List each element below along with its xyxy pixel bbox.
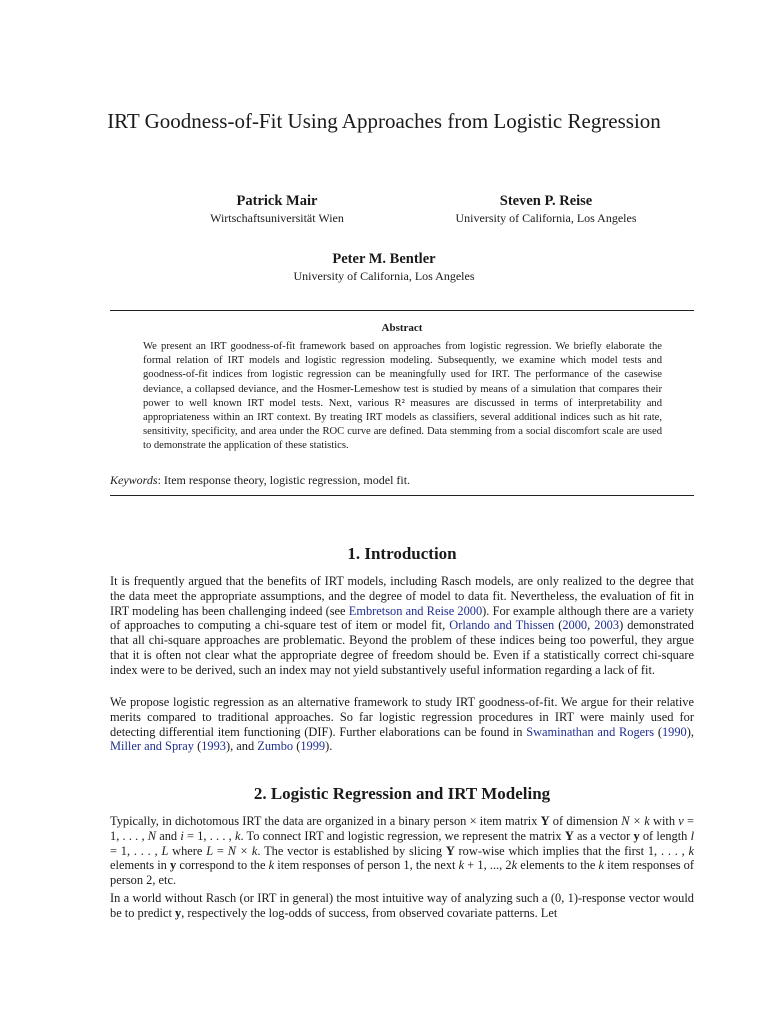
- paragraph-text: = 1, . . . ,: [110, 843, 162, 858]
- paragraph-text: ), and: [225, 739, 258, 754]
- introduction-paragraph-2: [110, 695, 694, 754]
- abstract-bottom-rule: [110, 495, 694, 496]
- paragraph-text: , respectively the log-odds of success, from observed covariate patterns. Let: [181, 905, 558, 920]
- math-symbol: L: [206, 843, 214, 858]
- keywords-label: Keywords: [110, 473, 158, 487]
- author-affiliation: University of California, Los Angeles: [455, 211, 637, 225]
- paper-title: IRT Goodness-of-Fit Using Approaches from Logistic Regression: [107, 109, 661, 133]
- math-symbol: y: [169, 858, 177, 873]
- author-name: Peter M. Bentler: [332, 251, 436, 267]
- abstract-top-rule: [110, 310, 694, 311]
- paragraph-text: ) demonstrated that all chi-square approaches are problematic. Beyond the problem of these indices being too powerful, they argue that it is often not clear what the appropriate degree of freedom should be. Even if a statistically correct chi-square index were to be derived, such an index may not yield substantively useful information regarding a lack of fit.: [110, 618, 694, 677]
- citation-link[interactable]: Miller and Spray: [110, 739, 194, 754]
- section2-paragraph-1: [110, 814, 694, 888]
- citation-link[interactable]: Zumbo: [257, 739, 294, 754]
- keywords-line: [110, 472, 694, 488]
- paragraph-text: item responses of person 1, the next: [274, 858, 459, 873]
- citation-link[interactable]: 2000: [562, 618, 588, 633]
- math-symbol: k: [688, 843, 695, 858]
- author-block: [177, 193, 377, 226]
- section2-paragraph-2: [110, 891, 694, 921]
- paragraph-text: of length: [639, 828, 691, 843]
- abstract-heading: Abstract: [381, 322, 423, 334]
- author-block: [264, 251, 504, 284]
- math-symbol: Y: [564, 828, 574, 843]
- paragraph-text: (: [654, 724, 662, 739]
- paragraph-text: as a vector: [573, 828, 634, 843]
- paragraph-text: =: [213, 843, 228, 858]
- author-affiliation: Wirtschaftsuniversität Wien: [210, 211, 344, 225]
- paragraph-text: = 1, . . . ,: [183, 828, 235, 843]
- paragraph-text: = 1, . . . ,: [110, 814, 694, 843]
- paragraph-text: where: [168, 843, 207, 858]
- math-symbol: k: [234, 828, 241, 843]
- citation-link[interactable]: 2003: [594, 618, 620, 633]
- keywords-text: : Item response theory, logistic regression, model fit.: [157, 473, 411, 487]
- math-symbol: k: [458, 858, 465, 873]
- citation-link[interactable]: Embretson and Reise 2000: [348, 603, 483, 618]
- paragraph-text: of dimension: [549, 814, 622, 828]
- paragraph-text: It is frequently argued that the benefits of IRT models, including Rasch models, are only realized to the degree that the data meet the appropriate assumptions, and the degree of model to data fit. Nevertheless, the evaluation of fit in IRT modeling has been challenging indeed (see: [110, 574, 694, 618]
- citation-link[interactable]: 1999: [300, 739, 326, 754]
- math-symbol: k: [268, 858, 275, 873]
- math-symbol: Y: [445, 843, 455, 858]
- paragraph-text: (: [554, 618, 563, 633]
- paragraph-text: ),: [686, 724, 694, 739]
- paragraph-text: and: [156, 828, 181, 843]
- math-symbol: k: [598, 858, 605, 873]
- paragraph-text: . The vector is established by slicing: [257, 843, 446, 858]
- math-symbol: v: [678, 814, 684, 828]
- author-name: Patrick Mair: [236, 193, 318, 209]
- author-affiliation: University of California, Los Angeles: [293, 269, 475, 283]
- paragraph-text: ).: [325, 739, 333, 754]
- section-heading-introduction: 1. Introduction: [347, 544, 457, 563]
- math-symbol: y: [633, 828, 640, 843]
- citation-link[interactable]: Swaminathan and Rogers: [526, 724, 655, 739]
- section-heading-logistic-regression: 2. Logistic Regression and IRT Modeling: [253, 784, 551, 803]
- introduction-paragraph-1: [110, 574, 694, 678]
- math-symbol: y: [175, 905, 182, 920]
- math-symbol: L: [161, 843, 169, 858]
- paragraph-text: correspond to the: [176, 858, 269, 873]
- author-block: [414, 193, 678, 226]
- math-symbol: i: [180, 828, 184, 843]
- paragraph-text: Typically, in dichotomous IRT the data are organized in a binary person × item matrix: [110, 814, 541, 828]
- author-name: Steven P. Reise: [499, 193, 593, 209]
- paragraph-text: . To connect IRT and logistic regression, we represent the matrix: [240, 828, 565, 843]
- paragraph-text: We propose logistic regression as an alternative framework to study IRT goodness-of-fit. We argue for their relative merits compared to traditional approaches. So far logistic regression procedures in IRT were mainly used for detecting differential item functioning (DIF). Further elaborations can be found in: [110, 695, 694, 739]
- math-symbol: Y: [540, 814, 550, 828]
- paragraph-text: item responses of person 2, etc.: [110, 858, 694, 888]
- paragraph-text: ,: [587, 618, 595, 633]
- paragraph-text: (: [293, 739, 301, 754]
- paragraph-text: with: [649, 814, 679, 828]
- citation-link[interactable]: 1990: [661, 724, 687, 739]
- math-symbol: N × k: [621, 814, 650, 828]
- math-symbol: k: [511, 858, 518, 873]
- paragraph-text: ). For example although there are a variety of approaches to computing a chi-square test of item or model fit,: [110, 603, 694, 633]
- paragraph-text: elements in: [110, 858, 170, 873]
- paragraph-text: In a world without Rasch (or IRT in general) the most intuitive way of analyzing such a (0, 1)-response vector would be to predict: [110, 891, 694, 920]
- paragraph-text: row-wise which implies that the first 1, . . . ,: [454, 843, 689, 858]
- paragraph-text: + 1, ..., 2: [464, 858, 512, 873]
- citation-link[interactable]: 1993: [201, 739, 226, 754]
- paragraph-text: (: [193, 739, 202, 754]
- citation-link[interactable]: Orlando and Thissen: [449, 618, 555, 633]
- abstract-text: We present an IRT goodness-of-fit framework based on approaches from logistic regression. We briefly elaborate the formal relation of IRT models and logistic regression modeling. Subsequently, we examine which model tests and goodness-of-fit indices from logistic regression can be meaningfully used for IRT. The performance of the casewise deviance, a collapsed deviance, and the Hosmer-Lemeshow test is studied by means of a simulation that compares their power to well known IRT model tests. Next, various R² measures are discussed in terms of interpretability and appropriateness within an IRT context. By treating IRT models as classifiers, several additional indices such as hit rate, sensitivity, specificity, and area under the ROC curve are defined. Data stemming from a social discomfort scale are used to demonstrate the application of these statistics.: [143, 341, 662, 452]
- paragraph-text: elements to the: [517, 858, 599, 873]
- math-symbol: N: [147, 828, 157, 843]
- math-symbol: l: [690, 828, 695, 843]
- math-symbol: N × k: [227, 843, 258, 858]
